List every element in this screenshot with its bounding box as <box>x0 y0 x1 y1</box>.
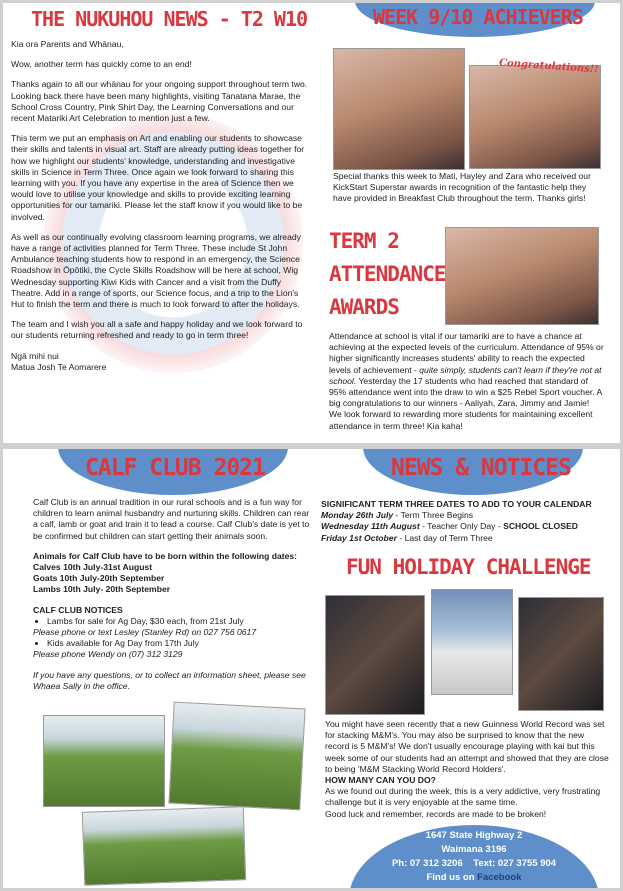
news-heading: SIGNIFICANT TERM THREE DATES TO ADD TO YOUR CALENDAR <box>321 499 592 509</box>
challenge-text: You might have seen recently that a new Guinness World Record was set for stacking M&M's. You may also be surprised to know that the new record is 5 M&M's! We don't usually encourage playing with kai but this week some of our students had an attempt and showed that they are close to being 'M&M Stacking World Record Holders'. HOW MANY CAN YOU DO? As we found out during the week, this is a very addictive, very frustrating challenge but it is very enjoyable at the same time. Good luck and remember, records are made to be broken! <box>325 719 609 819</box>
calf-club-intro: Calf Club is an annual tradition in our rural schools and is a fun way for children to learn animal husbandry and nurturing skills. Children can rear a calf, lamb or goat and train it to lead a course. Calf Club's date is yet to be confirmed but children can start getting their animals soon. <box>33 497 310 541</box>
find-us: Find us on Facebook <box>426 872 522 883</box>
news-date-2: Wednesday 11th August - Teacher Only Day - SCHOOL CLOSED <box>321 521 578 532</box>
facebook-link[interactable]: Facebook <box>477 872 522 883</box>
challenge-title: FUN HOLIDAY CHALLENGE <box>346 555 591 579</box>
challenge-question: HOW MANY CAN YOU DO? <box>325 775 436 786</box>
achiever-photo-1 <box>333 48 465 170</box>
calf-photo-2 <box>168 702 305 811</box>
notices-heading: CALF CLUB NOTICES <box>33 604 123 615</box>
challenge-photo-3 <box>518 597 604 711</box>
calf-date: Calves 10th July-31st August <box>33 562 153 573</box>
goat-date: Goats 10th July-20th September <box>33 573 165 584</box>
signoff: Ngā mihi nui <box>11 350 59 361</box>
newsletter-title: THE NUKUHOU NEWS - T2 W10 <box>31 7 308 31</box>
news-date-1: Monday 26th July - Term Three Begins <box>321 510 474 521</box>
address-line-2: Waimana 3196 <box>441 844 507 855</box>
address-line-1: 1647 State Highway 2 <box>425 830 523 841</box>
attendance-title: TERM 2 ATTENDANCE AWARDS <box>329 229 446 319</box>
greeting: Kia ora Parents and Whānau, <box>11 39 124 49</box>
attendance-text: Attendance at school is vital if our tamariki are to have a chance at achieving at the expected levels of the curriculum. Attendance of 95% or higher significantly increases students' ability to reach the expected levels of achievement - quite simply, students can't learn if they're not at school. Yesterday the 17 students who had reached that standard of 95% attendance went into the draw to win a $25 Rebel Sport voucher. A big congratulations to our winners - Aaliyah, Zara, Jimmy and Jamie! We look forward to rewarding more students for maintaining excellent attendance in term three! Kia kaha! <box>329 331 604 431</box>
notice-kids: • Kids available for Ag Day from 17th July <box>47 638 313 649</box>
news-date-3: Friday 1st October - Last day of Term Three <box>321 532 493 543</box>
achievers-text: Special thanks this week to Mati, Hayley and Zara who received our KickStart Superstar awards in recognition of the fantastic help they have provided in Breakfast Club throughout the term. Thanks girls! <box>333 171 591 204</box>
newsletter-page-2 <box>3 449 620 888</box>
challenge-photo-1 <box>325 595 425 715</box>
newsletter-page-1 <box>3 3 620 443</box>
dates-heading: Animals for Calf Club have to be born within the following dates: <box>33 550 298 561</box>
signature: Matua Josh Te Aomarere <box>11 361 107 372</box>
letter-paragraph: As well as our continually evolving classroom learning programs, we already have a range of activities planned for Term Three. These include St John Ambulance teaching students how to respond in an emergency, the Science Roadshow in Ōpōtiki, the Cycle Skills Roadshow will be here at school, Wig Wednesday supporting Kiwi Kids with Cancer and a visit from the Duffy Theatre. Add in a range of sports, our Science focus, and a trip to the Lion's Hut to finish the term and there is much to look forward to after the holidays. <box>11 231 301 310</box>
achievers-title: WEEK 9/10 ACHIEVERS <box>373 5 583 29</box>
letter-paragraph: The team and I wish you all a safe and happy holiday and we look forward to our students returning refreshed and ready to go in term three! <box>11 319 303 341</box>
letter-paragraph: Thanks again to all our whānau for your ongoing support throughout term two. Looking back there have been many highlights, visiting Tanatana Marae, the School Cross Country, Pink Shirt Day, the Learning Conversations and our recent Matariki Art Celebration to mention just a few. <box>11 79 308 124</box>
notice-lambs: • Lambs for sale for Ag Day, $30 each, from 21st July <box>47 616 313 627</box>
principal-letter <box>11 39 311 373</box>
notice-kids-contact: Please phone Wendy on (07) 312 3129 <box>33 649 183 660</box>
challenge-photo-2 <box>431 589 513 695</box>
achiever-photo-2 <box>469 65 601 169</box>
letter-paragraph: This term we put an emphasis on Art and enabling our students to showcase their skills and talents in visual art. Staff are already putting ideas together for how we highlight our students' knowledge, understanding and investigative skills in Science in Term Three. Once again we look forward to sharing this learning with you. If you have any expertise in the area of Science then we would love to utilise your knowledge and skills to provide exciting learning opportunities for our tamariki. Please let the staff know if you would like to be involved. <box>11 133 305 222</box>
contact-footer <box>349 825 599 888</box>
attendance-photo <box>445 227 599 325</box>
calf-photo-3 <box>82 806 246 886</box>
letter-paragraph: Wow, another term has quickly come to an end! <box>11 59 192 70</box>
calf-photo-1 <box>43 715 165 807</box>
lamb-date: Lambs 10th July- 20th September <box>33 584 171 595</box>
phone-line: Ph: 07 312 3206 Text: 027 3755 904 <box>391 858 557 869</box>
notice-lambs-contact: Please phone or text Lesley (Stanley Rd) on 027 756 0617 <box>33 627 257 638</box>
calf-club-text <box>33 497 313 692</box>
news-title: NEWS & NOTICES <box>391 455 571 481</box>
congratulations-label: Congratulations!! <box>498 57 599 76</box>
calf-club-title: CALF CLUB 2021 <box>85 455 265 481</box>
news-text <box>321 499 611 544</box>
calf-club-closing: If you have any questions, or to collect an information sheet, please see Whaea Sally in the office. <box>33 669 306 691</box>
